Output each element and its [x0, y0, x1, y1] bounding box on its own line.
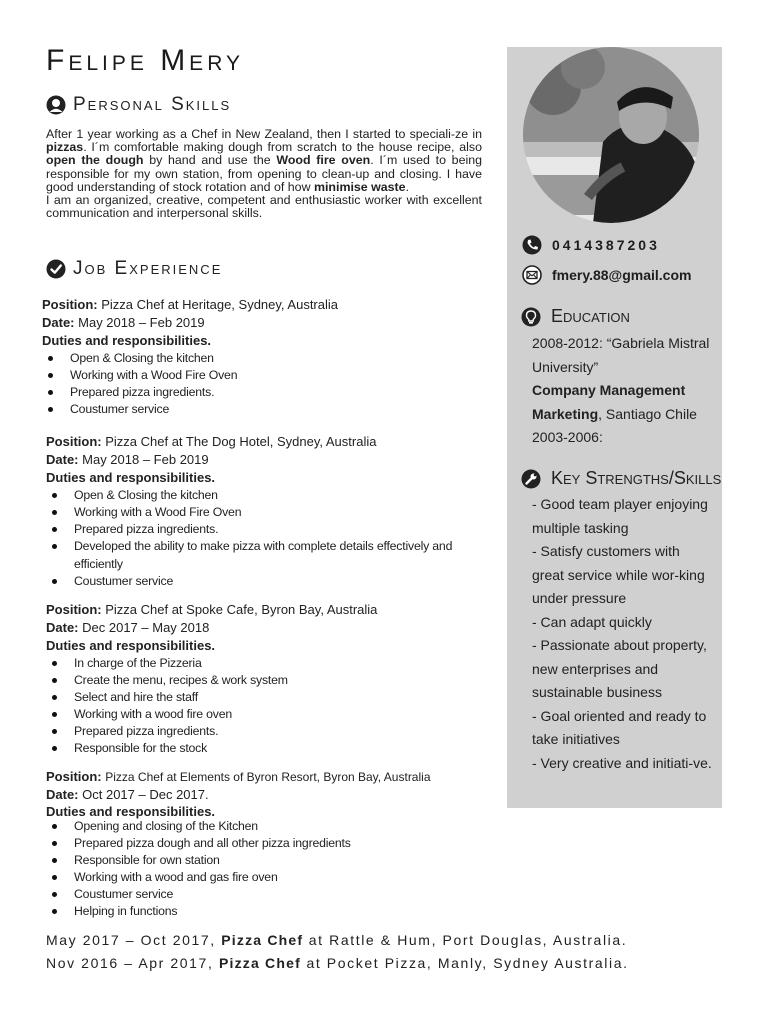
- job-date: Dec 2017 – May 2018: [82, 620, 210, 635]
- person-icon: [46, 95, 66, 115]
- personal-skills-title: Personal Skills: [73, 94, 232, 115]
- list-item: Open & Closing the kitchen: [46, 487, 496, 504]
- list-item: - Passionate about property, new enterprises and sustainable business: [532, 637, 707, 700]
- candidate-name: Felipe Mery: [46, 44, 244, 77]
- list-item: Prepared pizza ingredients.: [42, 384, 492, 401]
- list-item: Coustumer service: [46, 573, 496, 590]
- list-item: Developed the ability to make pizza with complete details effectively and efficiently: [46, 538, 464, 573]
- personal-skills-heading: [46, 94, 231, 116]
- duties-list: [42, 350, 492, 418]
- strengths-heading: [521, 468, 721, 489]
- list-item: Working with a wood and gas fire oven: [46, 869, 496, 886]
- list-item: - Can adapt quickly: [532, 613, 652, 630]
- job-experience-title: Job Experience: [73, 258, 223, 279]
- list-item: Working with a Wood Fire Oven: [42, 367, 492, 384]
- sidebar: [507, 47, 722, 808]
- envelope-icon: [522, 265, 542, 285]
- job-position: Pizza Chef at Heritage, Sydney, Australia: [101, 297, 339, 312]
- lightbulb-icon: [521, 307, 541, 327]
- list-item: Opening and closing of the Kitchen: [46, 818, 496, 835]
- job-experience-heading: [46, 258, 222, 280]
- chef-photo-illustration: [523, 47, 699, 223]
- duties-label: Duties and responsibilities.: [42, 333, 212, 348]
- list-item: Prepared pizza dough and all other pizza ingredients: [46, 835, 496, 852]
- list-item: Coustumer service: [46, 886, 496, 903]
- education-degree-2: Company Management Marketing, Santiago Chile 2003-2006:: [532, 382, 697, 445]
- email-address[interactable]: fmery.88@gmail.com: [552, 267, 692, 283]
- job-entry: Position: Pizza Chef at The Dog Hotel, Sydney, Australia Date: May 2018 – Feb 2019 Duties and responsibilities. Open & Closing the kitchen Working with a Wood Fire Oven Prepared pizza ingredients. Developed the ability to make pizza with complete details effectively and efficiently Coustumer service: [46, 433, 496, 590]
- list-item: Responsible for the stock: [46, 740, 496, 757]
- wrench-icon: [521, 469, 541, 489]
- checkmark-icon: [46, 259, 66, 279]
- job-position: Pizza Chef at Elements of Byron Resort, Byron Bay, Australia: [105, 770, 431, 784]
- education-text: [532, 332, 712, 450]
- list-item: Prepared pizza ingredients.: [46, 521, 496, 538]
- duties-label: Duties and responsibilities.: [46, 804, 216, 819]
- education-title: Education: [551, 306, 630, 326]
- job-date: May 2018 – Feb 2019: [82, 452, 209, 467]
- other-job-line: May 2017 – Oct 2017, Pizza Chef at Rattle & Hum, Port Douglas, Australia.: [46, 932, 628, 948]
- summary-paragraph: After 1 year working as a Chef in New Zealand, then I started to speciali-ze in pizzas. I´m comfortable making dough from scratch to the house recipe, also open the dough by hand and use the Wood fire oven. I´m used to being responsible for my own station, from opening to clean-up and closing. I have good understanding of stock rotation and of how minimise waste.: [46, 127, 482, 194]
- duties-list: [46, 487, 496, 590]
- phone-number[interactable]: 0414387203: [552, 237, 660, 253]
- list-item: Select and hire the staff: [46, 689, 496, 706]
- list-item: Helping in functions: [46, 903, 496, 920]
- list-item: Working with a Wood Fire Oven: [46, 504, 496, 521]
- list-item: Working with a wood fire oven: [46, 706, 496, 723]
- strengths-list: [532, 493, 712, 775]
- job-entry: Position: Pizza Chef at Heritage, Sydney, Australia Date: May 2018 – Feb 2019 Duties and responsibilities. Open & Closing the kitchen Working with a Wood Fire Oven Prepared pizza ingredients. Coustumer service: [42, 296, 492, 418]
- job-date: Oct 2017 – Dec 2017.: [82, 787, 209, 802]
- list-item: Coustumer service: [42, 401, 492, 418]
- list-item: - Goal oriented and ready to take initiatives: [532, 707, 707, 747]
- list-item: - Very creative and initiati-ve.: [532, 754, 712, 771]
- list-item: - Satisfy customers with great service while wor-king under pressure: [532, 543, 705, 606]
- duties-list: [46, 818, 496, 920]
- list-item: In charge of the Pizzeria: [46, 655, 496, 672]
- job-position: Pizza Chef at Spoke Cafe, Byron Bay, Australia: [105, 602, 378, 617]
- phone-icon: [522, 235, 542, 255]
- list-item: Create the menu, recipes & work system: [46, 672, 496, 689]
- job-date: May 2018 – Feb 2019: [78, 315, 205, 330]
- duties-list: [46, 655, 496, 757]
- other-job-line: Nov 2016 – Apr 2017, Pizza Chef at Pocket Pizza, Manly, Sydney Australia.: [46, 955, 629, 971]
- list-item: Prepared pizza ingredients.: [46, 723, 496, 740]
- list-item: Responsible for own station: [46, 852, 496, 869]
- list-item: Open & Closing the kitchen: [42, 350, 492, 367]
- job-entry: Position: Pizza Chef at Elements of Byron Resort, Byron Bay, Australia Date: Oct 2017 – Dec 2017. Duties and responsibilities. Opening and closing of the Kitchen Prepared pizza dough and all other pizza ingredients Responsible for own station Working with a wood and gas fire oven Coustumer service Helping in functions: [46, 768, 496, 920]
- summary-paragraph-2: I am an organized, creative, competent and enthusiastic worker with excellent communication and interpersonal skills.: [46, 193, 482, 221]
- profile-photo: [523, 47, 699, 223]
- job-entry: Position: Pizza Chef at Spoke Cafe, Byron Bay, Australia Date: Dec 2017 – May 2018 Duties and responsibilities. In charge of the Pizzeria Create the menu, recipes & work system Select and hire the staff Working with a wood fire oven Prepared pizza ingredients. Responsible for the stock: [46, 601, 496, 757]
- job-position: Pizza Chef at The Dog Hotel, Sydney, Australia: [105, 434, 377, 449]
- personal-summary: [46, 128, 482, 220]
- duties-label: Duties and responsibilities.: [46, 470, 216, 485]
- phone-row: [522, 235, 660, 255]
- education-degree-1: 2008-2012: “Gabriela Mistral University”: [532, 335, 710, 375]
- email-row: [522, 265, 691, 285]
- list-item: - Good team player enjoying multiple tasking: [532, 496, 708, 536]
- strengths-title: Key Strengths/Skills: [551, 468, 722, 488]
- duties-label: Duties and responsibilities.: [46, 638, 216, 653]
- education-heading: [521, 306, 630, 327]
